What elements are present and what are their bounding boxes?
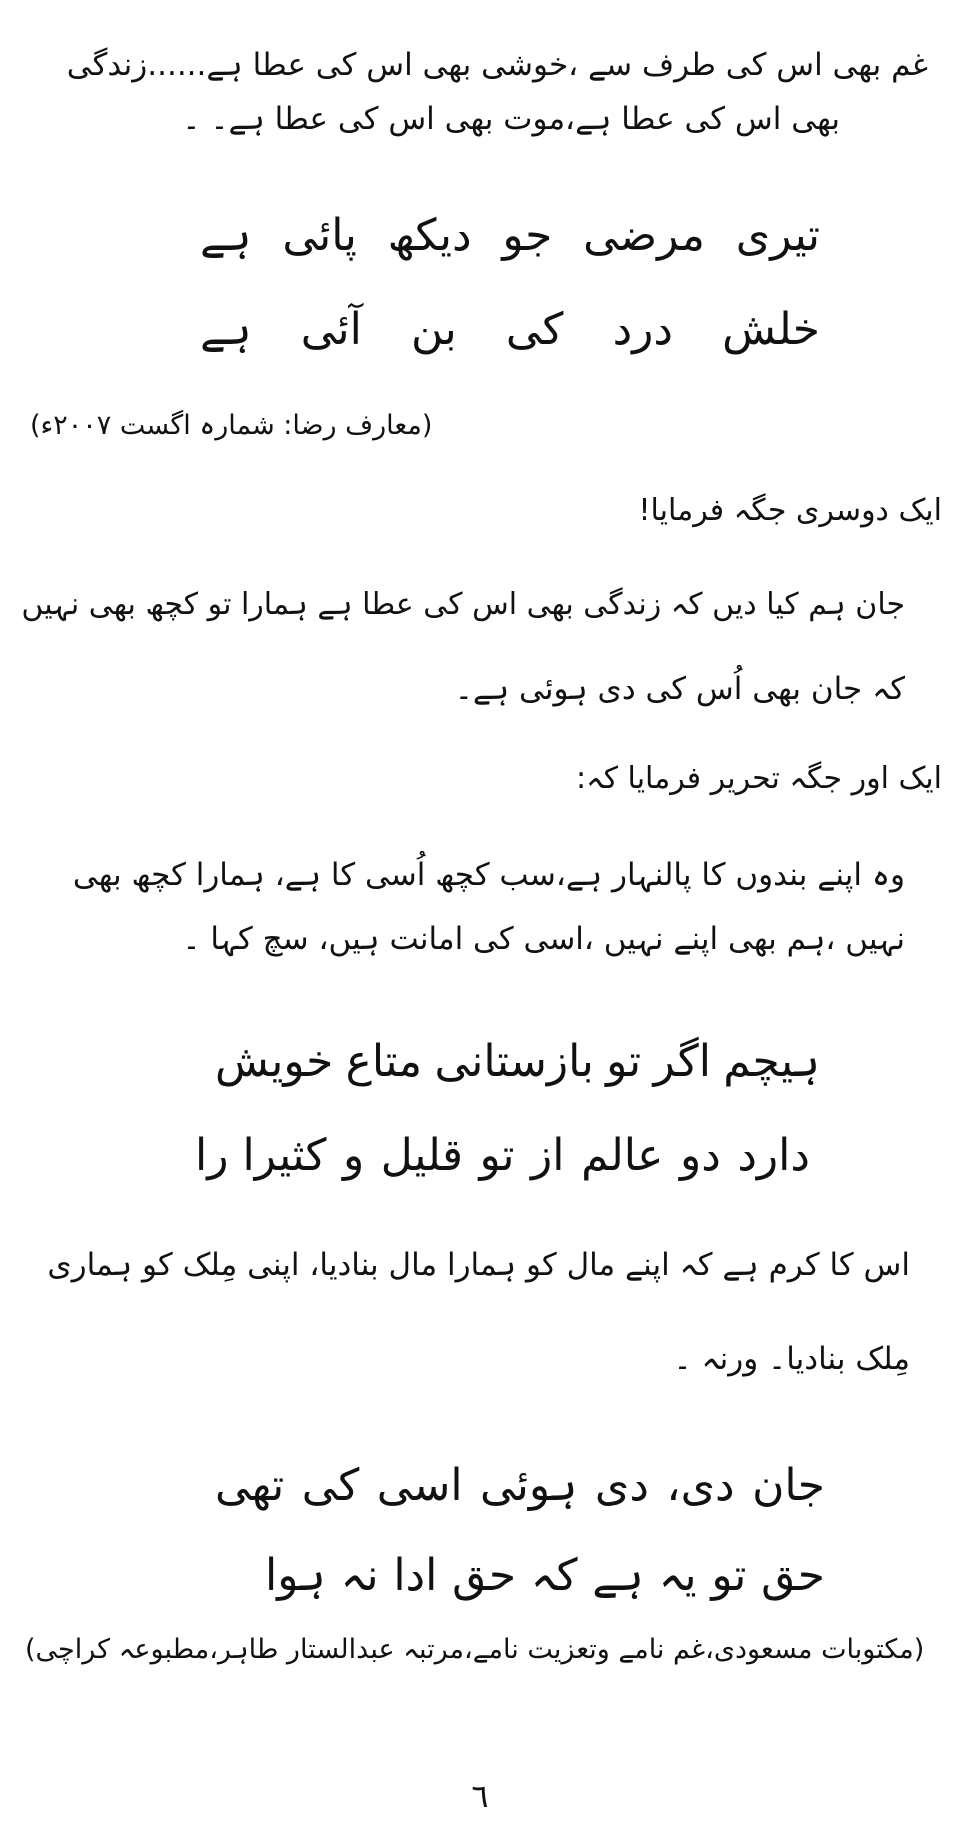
verse-1-line-2 (200, 304, 820, 355)
verse-word: حق (761, 1550, 825, 1601)
paragraph-1-line-1: غم بھی اس کی طرف سے ،خوشی بھی اس کی عطا ہے......زندگی (66, 47, 928, 83)
verse-word: ادا (393, 1550, 438, 1601)
verse-word: آئی (300, 304, 362, 355)
paragraph-1-line-2: بھی اس کی عطا ہے،موت بھی اس کی عطا ہے۔ ۔ (182, 101, 840, 137)
verse-word: پائی (282, 210, 357, 261)
verse-word: کی (505, 304, 564, 355)
verse-word: اسی (376, 1460, 463, 1511)
verse-word: دارد (737, 1130, 810, 1181)
section-heading-2: ایک اور جگہ تحریر فرمایا کہ: (576, 761, 942, 796)
citation-2: (مکتوبات مسعودی،غم نامے وتعزیت نامے،مرتبہ عبدالستار طاہر،مطبوعہ کراچی) (25, 1634, 925, 1665)
paragraph-3-line-2: نہیں ،ہم بھی اپنے نہیں ،اسی کی امانت ہیں، سچ کہا ۔ (182, 921, 905, 957)
verse-word: تو (711, 1550, 747, 1601)
verse-word: ہے (200, 304, 252, 355)
verse-word: ہے (592, 1550, 644, 1601)
page-number: ٦ (471, 1777, 489, 1815)
verse-2-line-2 (195, 1130, 810, 1181)
verse-word: ہیچم (723, 1036, 820, 1087)
paragraph-2-line-1: جان ہم کیا دیں کہ زندگی بھی اس کی عطا ہے ہمارا تو کچھ بھی نہیں (21, 587, 905, 622)
verse-word: ہوا (265, 1550, 326, 1601)
verse-word: جو (502, 210, 553, 261)
verse-word: دی (594, 1460, 649, 1511)
verse-word: تو (479, 1130, 515, 1181)
verse-word: مرضی (583, 210, 705, 261)
citation-1: (معارف رضا: شمارہ اگست ۲۰۰۷ء) (30, 410, 433, 441)
verse-word: ہے (200, 210, 252, 261)
verse-word: بن (410, 304, 457, 355)
verse-word: نہ (340, 1550, 379, 1601)
verse-word: کثیرا را (195, 1130, 327, 1181)
verse-word: یہ (658, 1550, 697, 1601)
verse-2-line-1 (215, 1036, 820, 1087)
verse-1-line-1 (200, 210, 820, 261)
verse-word: حق (452, 1550, 517, 1601)
verse-3-line-2 (265, 1550, 825, 1601)
verse-word: خلش (722, 304, 820, 355)
verse-word: قلیل (380, 1130, 463, 1181)
paragraph-4-line-1: اس کا کرم ہے کہ اپنے مال کو ہمارا مال بنادیا، اپنی مِلک کو ہماری (47, 1247, 910, 1283)
verse-word: خویش (215, 1036, 334, 1087)
verse-word: کہ (530, 1550, 578, 1601)
verse-word: دی، (666, 1460, 735, 1511)
verse-word: بازستانی (434, 1036, 594, 1087)
verse-word: و (343, 1130, 365, 1181)
verse-word: عالم (581, 1130, 664, 1181)
verse-word: متاع (345, 1036, 423, 1087)
verse-word: دیکھ (387, 210, 472, 261)
verse-word: ہوئی (480, 1460, 578, 1511)
verse-word: کی (301, 1460, 360, 1511)
paragraph-4-line-2: مِلک بنادیا۔ ورنہ ۔ (673, 1341, 910, 1377)
verse-word: تیری (735, 210, 820, 261)
section-heading-1: ایک دوسری جگہ فرمایا! (638, 493, 942, 528)
verse-word: اگر (653, 1036, 711, 1087)
verse-word: تھی (215, 1460, 285, 1511)
paragraph-3-line-1: وہ اپنے بندوں کا پالنہار ہے،سب کچھ اُسی کا ہے، ہمارا کچھ بھی (72, 857, 905, 893)
verse-3-line-1 (215, 1460, 825, 1511)
paragraph-2-line-2: کہ جان بھی اُس کی دی ہوئی ہے۔ (454, 671, 905, 707)
verse-word: تو (606, 1036, 642, 1087)
verse-word: از (531, 1130, 565, 1181)
verse-word: جان (752, 1460, 825, 1511)
verse-word: درد (612, 304, 674, 355)
verse-word: دو (679, 1130, 721, 1181)
